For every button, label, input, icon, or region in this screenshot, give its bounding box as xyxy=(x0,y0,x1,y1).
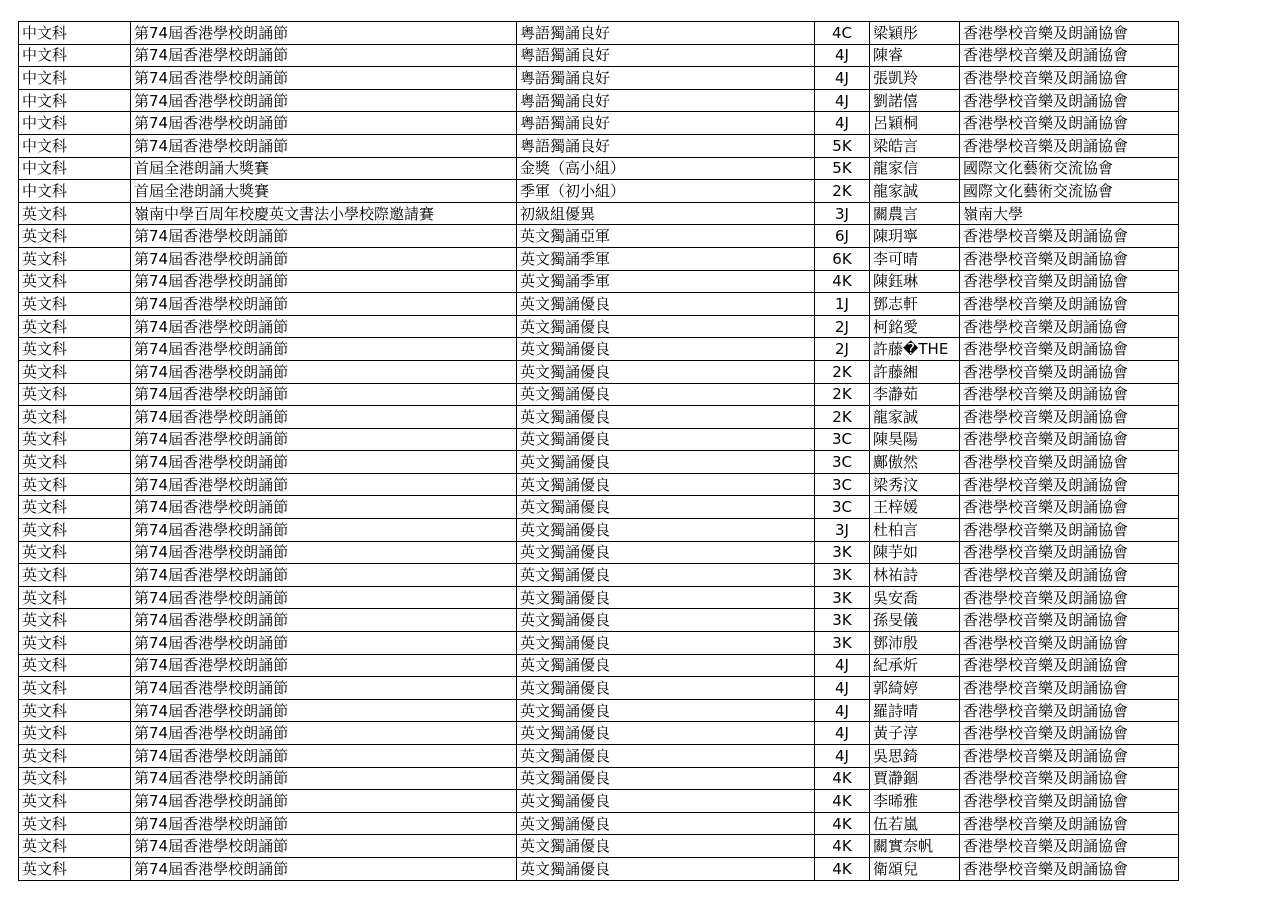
table-row xyxy=(19,293,1179,316)
event-cell: 第74屆香港學校朗誦節 xyxy=(131,473,517,496)
subject-cell: 英文科 xyxy=(19,225,131,248)
organizer-cell: 香港學校音樂及朗誦協會 xyxy=(960,496,1179,519)
award-cell: 英文獨誦優良 xyxy=(517,338,815,361)
table-row xyxy=(19,564,1179,587)
event-cell: 第74屆香港學校朗誦節 xyxy=(131,654,517,677)
award-cell: 英文獨誦優良 xyxy=(517,406,815,429)
table-row xyxy=(19,112,1179,135)
table-row xyxy=(19,790,1179,813)
event-cell: 第74屆香港學校朗誦節 xyxy=(131,609,517,632)
student-name-cell: 關實奈帆 xyxy=(870,835,960,858)
organizer-cell: 國際文化藝術交流協會 xyxy=(960,180,1179,203)
class-cell: 3J xyxy=(815,519,870,542)
class-cell: 4J xyxy=(815,654,870,677)
awards-table xyxy=(18,21,1179,881)
class-cell: 5K xyxy=(815,157,870,180)
organizer-cell: 香港學校音樂及朗誦協會 xyxy=(960,360,1179,383)
event-cell: 第74屆香港學校朗誦節 xyxy=(131,89,517,112)
event-cell: 第74屆香港學校朗誦節 xyxy=(131,338,517,361)
event-cell: 第74屆香港學校朗誦節 xyxy=(131,134,517,157)
organizer-cell: 香港學校音樂及朗誦協會 xyxy=(960,835,1179,858)
subject-cell: 英文科 xyxy=(19,699,131,722)
event-cell: 第74屆香港學校朗誦節 xyxy=(131,496,517,519)
event-cell: 第74屆香港學校朗誦節 xyxy=(131,790,517,813)
subject-cell: 英文科 xyxy=(19,541,131,564)
organizer-cell: 香港學校音樂及朗誦協會 xyxy=(960,677,1179,700)
student-name-cell: 王梓媛 xyxy=(870,496,960,519)
award-cell: 英文獨誦優良 xyxy=(517,315,815,338)
award-cell: 英文獨誦優良 xyxy=(517,383,815,406)
table-row xyxy=(19,812,1179,835)
table-row xyxy=(19,44,1179,67)
event-cell: 第74屆香港學校朗誦節 xyxy=(131,835,517,858)
event-cell: 第74屆香港學校朗誦節 xyxy=(131,360,517,383)
table-row xyxy=(19,89,1179,112)
subject-cell: 英文科 xyxy=(19,293,131,316)
subject-cell: 中文科 xyxy=(19,157,131,180)
event-cell: 第74屆香港學校朗誦節 xyxy=(131,745,517,768)
class-cell: 4K xyxy=(815,270,870,293)
award-cell: 英文獨誦優良 xyxy=(517,722,815,745)
award-cell: 初級組優異 xyxy=(517,202,815,225)
organizer-cell: 香港學校音樂及朗誦協會 xyxy=(960,767,1179,790)
award-cell: 粵語獨誦良好 xyxy=(517,22,815,45)
student-name-cell: 梁皓言 xyxy=(870,134,960,157)
subject-cell: 中文科 xyxy=(19,44,131,67)
event-cell: 第74屆香港學校朗誦節 xyxy=(131,22,517,45)
class-cell: 2J xyxy=(815,338,870,361)
class-cell: 3K xyxy=(815,586,870,609)
class-cell: 2K xyxy=(815,180,870,203)
subject-cell: 英文科 xyxy=(19,202,131,225)
organizer-cell: 香港學校音樂及朗誦協會 xyxy=(960,586,1179,609)
award-cell: 英文獨誦優良 xyxy=(517,812,815,835)
organizer-cell: 香港學校音樂及朗誦協會 xyxy=(960,89,1179,112)
table-row xyxy=(19,338,1179,361)
student-name-cell: 陳玥寧 xyxy=(870,225,960,248)
student-name-cell: 鄺傲然 xyxy=(870,451,960,474)
event-cell: 第74屆香港學校朗誦節 xyxy=(131,519,517,542)
table-row xyxy=(19,315,1179,338)
subject-cell: 英文科 xyxy=(19,383,131,406)
award-cell: 英文獨誦優良 xyxy=(517,745,815,768)
class-cell: 3C xyxy=(815,451,870,474)
organizer-cell: 香港學校音樂及朗誦協會 xyxy=(960,383,1179,406)
student-name-cell: 柯銘愛 xyxy=(870,315,960,338)
subject-cell: 英文科 xyxy=(19,632,131,655)
table-row xyxy=(19,519,1179,542)
student-name-cell: 吳安喬 xyxy=(870,586,960,609)
student-name-cell: 孫旻儀 xyxy=(870,609,960,632)
table-row xyxy=(19,586,1179,609)
organizer-cell: 香港學校音樂及朗誦協會 xyxy=(960,812,1179,835)
subject-cell: 中文科 xyxy=(19,112,131,135)
award-cell: 英文獨誦優良 xyxy=(517,857,815,880)
student-name-cell: 許藤緗 xyxy=(870,360,960,383)
table-row xyxy=(19,699,1179,722)
class-cell: 4K xyxy=(815,812,870,835)
organizer-cell: 香港學校音樂及朗誦協會 xyxy=(960,451,1179,474)
class-cell: 3C xyxy=(815,473,870,496)
organizer-cell: 香港學校音樂及朗誦協會 xyxy=(960,270,1179,293)
event-cell: 第74屆香港學校朗誦節 xyxy=(131,564,517,587)
award-cell: 英文獨誦優良 xyxy=(517,699,815,722)
organizer-cell: 香港學校音樂及朗誦協會 xyxy=(960,338,1179,361)
event-cell: 第74屆香港學校朗誦節 xyxy=(131,699,517,722)
subject-cell: 中文科 xyxy=(19,134,131,157)
student-name-cell: 郭綺婷 xyxy=(870,677,960,700)
award-cell: 粵語獨誦良好 xyxy=(517,89,815,112)
table-row xyxy=(19,134,1179,157)
organizer-cell: 香港學校音樂及朗誦協會 xyxy=(960,44,1179,67)
event-cell: 第74屆香港學校朗誦節 xyxy=(131,293,517,316)
student-name-cell: 衛頌兒 xyxy=(870,857,960,880)
table-row xyxy=(19,609,1179,632)
table-row xyxy=(19,67,1179,90)
organizer-cell: 香港學校音樂及朗誦協會 xyxy=(960,564,1179,587)
subject-cell: 英文科 xyxy=(19,406,131,429)
student-name-cell: 張凱羚 xyxy=(870,67,960,90)
award-cell: 粵語獨誦良好 xyxy=(517,44,815,67)
class-cell: 4J xyxy=(815,44,870,67)
event-cell: 第74屆香港學校朗誦節 xyxy=(131,270,517,293)
student-name-cell: 李可晴 xyxy=(870,247,960,270)
award-cell: 英文獨誦優良 xyxy=(517,428,815,451)
table-row xyxy=(19,270,1179,293)
subject-cell: 英文科 xyxy=(19,857,131,880)
awards-table-body xyxy=(19,22,1179,881)
event-cell: 第74屆香港學校朗誦節 xyxy=(131,67,517,90)
class-cell: 3K xyxy=(815,564,870,587)
subject-cell: 英文科 xyxy=(19,270,131,293)
award-cell: 英文獨誦優良 xyxy=(517,654,815,677)
event-cell: 第74屆香港學校朗誦節 xyxy=(131,586,517,609)
student-name-cell: 陳芋如 xyxy=(870,541,960,564)
subject-cell: 中文科 xyxy=(19,22,131,45)
student-name-cell: 林祐詩 xyxy=(870,564,960,587)
subject-cell: 中文科 xyxy=(19,180,131,203)
event-cell: 第74屆香港學校朗誦節 xyxy=(131,406,517,429)
organizer-cell: 香港學校音樂及朗誦協會 xyxy=(960,519,1179,542)
organizer-cell: 香港學校音樂及朗誦協會 xyxy=(960,428,1179,451)
organizer-cell: 香港學校音樂及朗誦協會 xyxy=(960,632,1179,655)
award-cell: 金獎（高小組） xyxy=(517,157,815,180)
class-cell: 2K xyxy=(815,406,870,429)
organizer-cell: 香港學校音樂及朗誦協會 xyxy=(960,406,1179,429)
organizer-cell: 香港學校音樂及朗誦協會 xyxy=(960,315,1179,338)
student-name-cell: 李瀞茹 xyxy=(870,383,960,406)
organizer-cell: 香港學校音樂及朗誦協會 xyxy=(960,699,1179,722)
award-cell: 英文獨誦季軍 xyxy=(517,247,815,270)
class-cell: 3K xyxy=(815,632,870,655)
class-cell: 4K xyxy=(815,857,870,880)
table-row xyxy=(19,157,1179,180)
award-cell: 英文獨誦優良 xyxy=(517,496,815,519)
table-row xyxy=(19,745,1179,768)
table-row xyxy=(19,406,1179,429)
organizer-cell: 香港學校音樂及朗誦協會 xyxy=(960,134,1179,157)
subject-cell: 英文科 xyxy=(19,247,131,270)
event-cell: 首屆全港朗誦大獎賽 xyxy=(131,180,517,203)
subject-cell: 英文科 xyxy=(19,451,131,474)
table-row xyxy=(19,857,1179,880)
table-row xyxy=(19,360,1179,383)
student-name-cell: 羅詩晴 xyxy=(870,699,960,722)
student-name-cell: 梁穎彤 xyxy=(870,22,960,45)
event-cell: 第74屆香港學校朗誦節 xyxy=(131,315,517,338)
class-cell: 6K xyxy=(815,247,870,270)
event-cell: 第74屆香港學校朗誦節 xyxy=(131,247,517,270)
table-row xyxy=(19,473,1179,496)
table-row xyxy=(19,835,1179,858)
award-cell: 英文獨誦優良 xyxy=(517,835,815,858)
event-cell: 第74屆香港學校朗誦節 xyxy=(131,451,517,474)
class-cell: 2K xyxy=(815,383,870,406)
organizer-cell: 香港學校音樂及朗誦協會 xyxy=(960,609,1179,632)
student-name-cell: 陳睿 xyxy=(870,44,960,67)
student-name-cell: 吳思錡 xyxy=(870,745,960,768)
award-cell: 英文獨誦優良 xyxy=(517,632,815,655)
table-row xyxy=(19,722,1179,745)
subject-cell: 英文科 xyxy=(19,586,131,609)
table-row xyxy=(19,225,1179,248)
subject-cell: 英文科 xyxy=(19,315,131,338)
class-cell: 2J xyxy=(815,315,870,338)
organizer-cell: 香港學校音樂及朗誦協會 xyxy=(960,22,1179,45)
event-cell: 第74屆香港學校朗誦節 xyxy=(131,383,517,406)
student-name-cell: 龍家誠 xyxy=(870,180,960,203)
event-cell: 第74屆香港學校朗誦節 xyxy=(131,857,517,880)
class-cell: 3C xyxy=(815,496,870,519)
class-cell: 4K xyxy=(815,835,870,858)
class-cell: 1J xyxy=(815,293,870,316)
organizer-cell: 香港學校音樂及朗誦協會 xyxy=(960,541,1179,564)
organizer-cell: 香港學校音樂及朗誦協會 xyxy=(960,745,1179,768)
event-cell: 第74屆香港學校朗誦節 xyxy=(131,112,517,135)
event-cell: 首屆全港朗誦大獎賽 xyxy=(131,157,517,180)
subject-cell: 英文科 xyxy=(19,677,131,700)
award-cell: 英文獨誦優良 xyxy=(517,293,815,316)
organizer-cell: 國際文化藝術交流協會 xyxy=(960,157,1179,180)
award-cell: 英文獨誦優良 xyxy=(517,767,815,790)
table-row xyxy=(19,428,1179,451)
subject-cell: 英文科 xyxy=(19,519,131,542)
organizer-cell: 香港學校音樂及朗誦協會 xyxy=(960,247,1179,270)
student-name-cell: 陳鈺琳 xyxy=(870,270,960,293)
event-cell: 第74屆香港學校朗誦節 xyxy=(131,677,517,700)
award-cell: 英文獨誦優良 xyxy=(517,609,815,632)
subject-cell: 英文科 xyxy=(19,609,131,632)
student-name-cell: 劉諾僖 xyxy=(870,89,960,112)
subject-cell: 英文科 xyxy=(19,790,131,813)
organizer-cell: 香港學校音樂及朗誦協會 xyxy=(960,473,1179,496)
class-cell: 4J xyxy=(815,745,870,768)
subject-cell: 英文科 xyxy=(19,812,131,835)
table-row xyxy=(19,451,1179,474)
subject-cell: 英文科 xyxy=(19,745,131,768)
subject-cell: 英文科 xyxy=(19,654,131,677)
subject-cell: 英文科 xyxy=(19,473,131,496)
table-row xyxy=(19,247,1179,270)
table-row xyxy=(19,496,1179,519)
student-name-cell: 許藤�THE xyxy=(870,338,960,361)
subject-cell: 英文科 xyxy=(19,360,131,383)
class-cell: 3K xyxy=(815,541,870,564)
class-cell: 4C xyxy=(815,22,870,45)
subject-cell: 英文科 xyxy=(19,722,131,745)
award-cell: 英文獨誦優良 xyxy=(517,519,815,542)
class-cell: 4J xyxy=(815,699,870,722)
student-name-cell: 龍家誠 xyxy=(870,406,960,429)
event-cell: 第74屆香港學校朗誦節 xyxy=(131,722,517,745)
award-cell: 英文獨誦優良 xyxy=(517,790,815,813)
award-cell: 英文獨誦季軍 xyxy=(517,270,815,293)
student-name-cell: 紀承炘 xyxy=(870,654,960,677)
student-name-cell: 龍家信 xyxy=(870,157,960,180)
event-cell: 第74屆香港學校朗誦節 xyxy=(131,632,517,655)
event-cell: 第74屆香港學校朗誦節 xyxy=(131,541,517,564)
class-cell: 4K xyxy=(815,767,870,790)
award-cell: 英文獨誦優良 xyxy=(517,564,815,587)
student-name-cell: 伍若嵐 xyxy=(870,812,960,835)
table-row xyxy=(19,677,1179,700)
subject-cell: 英文科 xyxy=(19,835,131,858)
organizer-cell: 香港學校音樂及朗誦協會 xyxy=(960,293,1179,316)
subject-cell: 英文科 xyxy=(19,496,131,519)
table-row xyxy=(19,22,1179,45)
table-row xyxy=(19,767,1179,790)
student-name-cell: 杜柏言 xyxy=(870,519,960,542)
award-cell: 粵語獨誦良好 xyxy=(517,112,815,135)
award-cell: 粵語獨誦良好 xyxy=(517,134,815,157)
student-name-cell: 關農言 xyxy=(870,202,960,225)
subject-cell: 英文科 xyxy=(19,428,131,451)
student-name-cell: 呂穎桐 xyxy=(870,112,960,135)
event-cell: 第74屆香港學校朗誦節 xyxy=(131,428,517,451)
student-name-cell: 賈瀞錮 xyxy=(870,767,960,790)
award-cell: 季軍（初小組） xyxy=(517,180,815,203)
table-row xyxy=(19,654,1179,677)
award-cell: 粵語獨誦良好 xyxy=(517,67,815,90)
organizer-cell: 香港學校音樂及朗誦協會 xyxy=(960,67,1179,90)
class-cell: 4J xyxy=(815,67,870,90)
award-cell: 英文獨誦優良 xyxy=(517,586,815,609)
event-cell: 第74屆香港學校朗誦節 xyxy=(131,812,517,835)
organizer-cell: 香港學校音樂及朗誦協會 xyxy=(960,857,1179,880)
subject-cell: 英文科 xyxy=(19,338,131,361)
award-cell: 英文獨誦優良 xyxy=(517,451,815,474)
award-cell: 英文獨誦亞軍 xyxy=(517,225,815,248)
class-cell: 5K xyxy=(815,134,870,157)
table-row xyxy=(19,632,1179,655)
table-row xyxy=(19,180,1179,203)
table-row xyxy=(19,541,1179,564)
class-cell: 4K xyxy=(815,790,870,813)
award-cell: 英文獨誦優良 xyxy=(517,360,815,383)
organizer-cell: 香港學校音樂及朗誦協會 xyxy=(960,112,1179,135)
class-cell: 3J xyxy=(815,202,870,225)
class-cell: 3C xyxy=(815,428,870,451)
student-name-cell: 黃子淳 xyxy=(870,722,960,745)
organizer-cell: 香港學校音樂及朗誦協會 xyxy=(960,722,1179,745)
class-cell: 2K xyxy=(815,360,870,383)
student-name-cell: 鄧志軒 xyxy=(870,293,960,316)
class-cell: 4J xyxy=(815,677,870,700)
student-name-cell: 李晞雅 xyxy=(870,790,960,813)
class-cell: 3K xyxy=(815,609,870,632)
subject-cell: 中文科 xyxy=(19,89,131,112)
student-name-cell: 鄧沛殷 xyxy=(870,632,960,655)
event-cell: 嶺南中學百周年校慶英文書法小學校際邀請賽 xyxy=(131,202,517,225)
class-cell: 4J xyxy=(815,112,870,135)
subject-cell: 中文科 xyxy=(19,67,131,90)
class-cell: 6J xyxy=(815,225,870,248)
subject-cell: 英文科 xyxy=(19,767,131,790)
event-cell: 第74屆香港學校朗誦節 xyxy=(131,44,517,67)
award-cell: 英文獨誦優良 xyxy=(517,677,815,700)
award-cell: 英文獨誦優良 xyxy=(517,473,815,496)
event-cell: 第74屆香港學校朗誦節 xyxy=(131,767,517,790)
organizer-cell: 香港學校音樂及朗誦協會 xyxy=(960,790,1179,813)
award-cell: 英文獨誦優良 xyxy=(517,541,815,564)
subject-cell: 英文科 xyxy=(19,564,131,587)
organizer-cell: 香港學校音樂及朗誦協會 xyxy=(960,654,1179,677)
event-cell: 第74屆香港學校朗誦節 xyxy=(131,225,517,248)
table-row xyxy=(19,383,1179,406)
student-name-cell: 梁秀汶 xyxy=(870,473,960,496)
class-cell: 4J xyxy=(815,89,870,112)
organizer-cell: 嶺南大學 xyxy=(960,202,1179,225)
table-row xyxy=(19,202,1179,225)
organizer-cell: 香港學校音樂及朗誦協會 xyxy=(960,225,1179,248)
class-cell: 4J xyxy=(815,722,870,745)
student-name-cell: 陳昊陽 xyxy=(870,428,960,451)
